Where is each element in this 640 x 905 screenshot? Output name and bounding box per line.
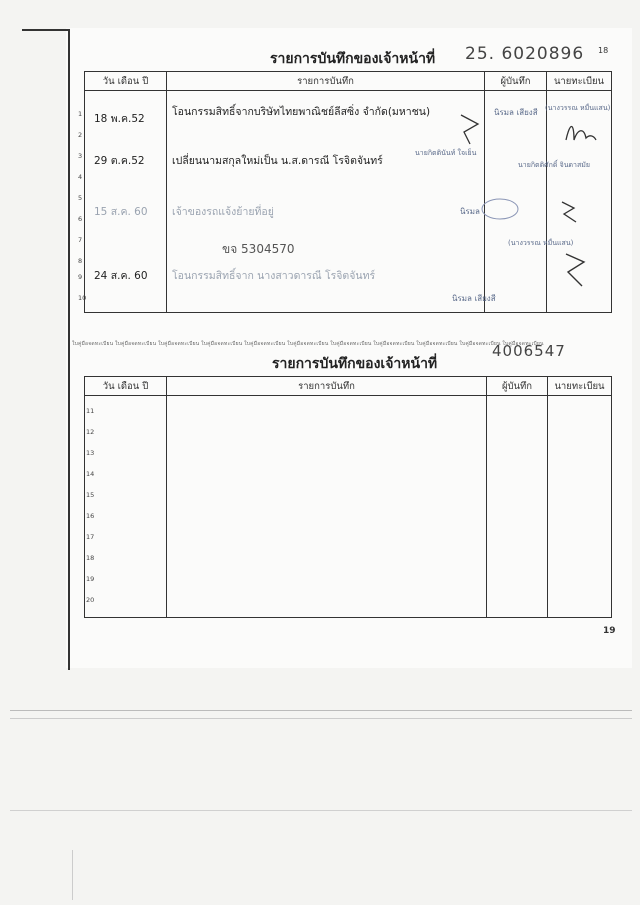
bottom-section-title: รายการบันทึกของเจ้าหน้าที่ <box>272 356 438 372</box>
scan-line <box>10 710 632 711</box>
header-registrar: นายทะเบียน <box>547 72 612 91</box>
registrar-column <box>548 396 612 618</box>
row-number: 20 <box>86 596 95 604</box>
row-number: 5 <box>78 194 83 202</box>
row-number: 7 <box>78 236 83 244</box>
entry-2-recorder: นายกิตตินันท์ ใจเย็น <box>415 149 477 157</box>
row-number: 4 <box>78 173 83 181</box>
bottom-records-table <box>84 376 612 618</box>
row-number: 2 <box>78 131 83 139</box>
row-number: 18 <box>86 554 95 562</box>
separator-text: ใบคู่มือจดทะเบียน ใบคู่มือจดทะเบียน ใบคู่มือจดทะเบียน ใบคู่มือจดทะเบียน ใบคู่มือจดทะเบียน ใบคู่มือจดทะเบียน ใบคู่มือจดทะเบียน ใบคู่มือจดทะเบียน ใบคู่มือจดทะเบียน ใบคู่มือจดทะเบียน ใบคู่มือจดทะเบียน <box>72 341 544 347</box>
entry-1-registrar: (นางวรรณ หมื่นแสน) <box>545 104 611 112</box>
header-record: รายการบันทึก <box>167 377 487 396</box>
row-number: 17 <box>86 533 95 541</box>
row-number: 14 <box>86 470 95 478</box>
entry-2-registrar: นายกิตติศักดิ์ จินดาสมัย <box>518 161 590 169</box>
corner-number: 18 <box>598 46 609 55</box>
signature-mark <box>562 120 598 150</box>
entry-3-date: 15 ส.ค. 60 <box>94 206 148 218</box>
row-number: 3 <box>78 152 83 160</box>
page-edge-top <box>22 29 70 31</box>
header-recorder: ผู้บันทึก <box>485 72 547 91</box>
entry-1-date: 18 พ.ค.52 <box>94 113 145 125</box>
page-edge-left <box>68 30 70 670</box>
entry-1-text: โอนกรรมสิทธิ์จากบริษัทไทยพาณิชย์ลีสซิ่ง จำกัด(มหาชน) <box>172 106 431 118</box>
entry-3-recorder: นิรมล <box>460 207 480 216</box>
header-recorder: ผู้บันทึก <box>487 377 548 396</box>
row-number: 11 <box>86 407 95 415</box>
header-date: วัน เดือน ปี <box>85 377 167 396</box>
scan-line <box>10 718 632 719</box>
row-number: 1 <box>78 110 83 118</box>
row-number: 10 <box>78 294 87 302</box>
entry-2-text: เปลี่ยนนามสกุลใหม่เป็น น.ส.ดารณี โรจิตจันทร์ <box>172 155 383 167</box>
top-handwritten-number: 25. 6020896 <box>465 44 585 64</box>
recorder-column <box>487 396 548 618</box>
entry-4-recorder: นิรมล เสียงสี <box>452 294 496 303</box>
entry-4-text: โอนกรรมสิทธิ์จาก นางสาวดารณี โรจิตจันทร์ <box>172 270 376 282</box>
row-number: 6 <box>78 215 83 223</box>
bottom-handwritten-number: 4006547 <box>492 342 566 360</box>
row-number: 13 <box>86 449 95 457</box>
header-registrar: นายทะเบียน <box>548 377 612 396</box>
top-section-title: รายการบันทึกของเจ้าหน้าที่ <box>270 51 436 67</box>
entry-4-date: 24 ส.ค. 60 <box>94 270 148 282</box>
row-number: 9 <box>78 273 83 281</box>
stamp-mark <box>480 196 520 222</box>
entry-1-recorder: นิรมล เสียงสี <box>494 108 538 117</box>
scan-line <box>10 810 632 811</box>
handwritten-plate: ขจ 5304570 <box>222 242 295 256</box>
row-number: 15 <box>86 491 95 499</box>
row-number: 12 <box>86 428 95 436</box>
row-number: 16 <box>86 512 95 520</box>
date-column <box>85 396 167 618</box>
page-number: 19 <box>603 626 616 636</box>
signature-mark <box>556 198 584 226</box>
signature-mark <box>560 248 590 292</box>
entry-3-text: เจ้าของรถแจ้งย้ายที่อยู่ <box>172 206 274 218</box>
header-date: วัน เดือน ปี <box>85 72 167 91</box>
row-number: 19 <box>86 575 95 583</box>
record-column <box>167 396 487 618</box>
scan-line <box>72 850 73 900</box>
entry-2-date: 29 ต.ค.52 <box>94 155 145 167</box>
header-record: รายการบันทึก <box>167 72 485 91</box>
entry-4-registrar: (นางวรรณ หมื่นแสน) <box>508 239 574 247</box>
row-number: 8 <box>78 257 83 265</box>
signature-mark <box>456 110 486 146</box>
